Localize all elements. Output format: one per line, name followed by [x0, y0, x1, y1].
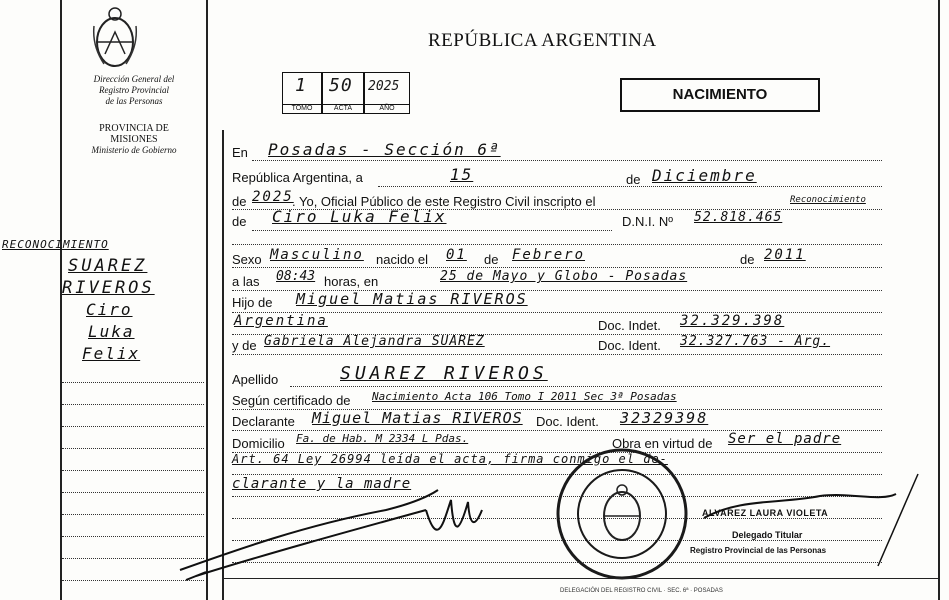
- label-en: En: [232, 145, 248, 160]
- label-segun: Según certificado de: [232, 393, 351, 408]
- body-line: [290, 386, 882, 387]
- value-anio: 2025: [252, 189, 294, 205]
- value-hora: 08:43: [276, 269, 316, 284]
- tomo-label: TOMO: [283, 104, 321, 112]
- value-madre: Gabriela Alejandra SUAREZ: [264, 334, 485, 349]
- signer-name: ALVAREZ LAURA VIOLETA: [702, 508, 829, 518]
- label-a-las: a las: [232, 274, 260, 289]
- acta-box: [322, 72, 364, 114]
- value-sexo: Masculino: [270, 247, 364, 263]
- label-de-anio: de: [740, 252, 755, 267]
- label-domicilio: Domicilio: [232, 436, 285, 451]
- value-domicilio: Fa. de Hab. M 2334 L Pdas.: [296, 432, 469, 445]
- margin-stroke-icon: [858, 470, 928, 570]
- tomo-value: 1: [295, 75, 307, 96]
- label-republica: República Argentina, a: [232, 170, 363, 185]
- label-de1: de: [626, 172, 641, 187]
- label-de-mes: de: [484, 252, 499, 267]
- margin-dotted-row: [62, 404, 204, 405]
- declarant-signature-icon: [176, 480, 516, 590]
- value-apellido: SUAREZ RIVEROS: [340, 363, 548, 384]
- value-mes: Diciembre: [652, 166, 757, 185]
- signer-office: Registro Provincial de las Personas: [690, 546, 827, 555]
- label-obra: Obra en virtud de: [612, 436, 713, 451]
- record-type: NACIMIENTO: [672, 86, 768, 103]
- label-declarante: Declarante: [232, 414, 295, 429]
- seal-ring-text: DELEGACIÓN DEL REGISTRO CIVIL · SEC. 6ª · POSADAS: [560, 588, 723, 594]
- ministry: Ministerio de Gobierno: [91, 145, 177, 155]
- label-doc-indet: Doc. Indet.: [598, 318, 661, 333]
- value-obra: Ser el padre: [728, 431, 842, 447]
- province-line1: PROVINCIA DE: [99, 123, 169, 134]
- official-seal-icon: [552, 444, 692, 584]
- margin-name3: Felix: [82, 344, 141, 363]
- margin-surname1: SUAREZ: [68, 256, 148, 276]
- value-declarante: Miguel Matias RIVEROS: [312, 409, 523, 427]
- value-acto: Reconocimiento: [790, 195, 866, 205]
- value-doc-declarante: 32329398: [620, 409, 709, 427]
- country-title: REPÚBLICA ARGENTINA: [428, 30, 657, 51]
- body-line: [252, 230, 612, 231]
- margin-name1: Ciro: [86, 300, 133, 319]
- margin-dotted-row: [62, 382, 204, 383]
- anio-value: 2025: [368, 79, 400, 94]
- body-line: [252, 160, 882, 161]
- value-lugar: Posadas - Sección 6ª: [268, 140, 501, 159]
- value-nac-dia: 01: [446, 247, 467, 263]
- value-nota1: Art. 64 Ley 26994 leída el acta, firma conmigo el de-: [232, 452, 668, 466]
- value-nombre: Ciro Luka Felix: [272, 207, 447, 226]
- label-doc-ident2: Doc. Ident.: [536, 414, 599, 429]
- label-nacido: nacido el: [376, 252, 429, 267]
- value-lugar-nac: 25 de Mayo y Globo - Posadas: [440, 269, 688, 284]
- value-nac-mes: Febrero: [512, 247, 586, 263]
- issuer-line3: de las Personas: [105, 96, 163, 106]
- label-de-name: de: [232, 214, 247, 229]
- value-dia: 15: [450, 165, 474, 184]
- value-nac-anio: 2011: [764, 247, 806, 263]
- label-y-de: y de: [232, 338, 257, 353]
- value-doc-madre: 32.327.763 - Arg.: [680, 334, 831, 349]
- issuer-line2: Registro Provincial: [98, 85, 170, 95]
- right-margin-line: [938, 0, 940, 600]
- body-line: [232, 244, 882, 245]
- margin-dotted-row: [62, 448, 204, 449]
- value-dni: 52.818.465: [694, 210, 783, 225]
- label-apellido: Apellido: [232, 372, 279, 387]
- body-line: [232, 354, 882, 355]
- label-de-year: de: [232, 194, 247, 209]
- issuer-line1: Dirección General del: [93, 74, 175, 84]
- value-doc-padre: 32.329.398: [680, 313, 785, 329]
- record-type-box: [620, 78, 820, 112]
- acta-label: ACTA: [323, 104, 363, 112]
- label-horas-en: horas, en: [324, 274, 379, 289]
- body-line: [232, 267, 882, 268]
- bottom-rule: [222, 578, 938, 579]
- issuer-block: [62, 74, 206, 156]
- margin-surname2: RIVEROS: [62, 278, 155, 298]
- body-line: [232, 312, 882, 313]
- coat-of-arms-icon: [90, 6, 140, 70]
- acta-value: 50: [329, 75, 353, 96]
- value-nota2: clarante y la madre: [232, 476, 412, 492]
- margin-heading: RECONOCIMIENTO: [2, 238, 109, 251]
- value-certificado: Nacimiento Acta 106 Tomo I 2011 Sec 3ª Posadas: [372, 390, 677, 403]
- label-doc-ident: Doc. Ident.: [598, 338, 661, 353]
- label-hijo-de: Hijo de: [232, 295, 273, 310]
- margin-dotted-row: [62, 470, 204, 471]
- province-line2: MISIONES: [110, 134, 158, 145]
- label-sexo: Sexo: [232, 252, 262, 267]
- margin-dotted-row: [62, 426, 204, 427]
- tomo-box: [282, 72, 322, 114]
- anio-label: AÑO: [365, 104, 409, 112]
- margin-name2: Luka: [88, 322, 135, 341]
- value-nacionalidad-padre: Argentina: [234, 313, 328, 329]
- label-oficial: . Yo, Oficial Público de este Registro Civil inscripto el: [292, 194, 596, 209]
- anio-box: [364, 72, 410, 114]
- label-dni: D.N.I. Nº: [622, 214, 673, 229]
- signer-title: Delegado Titular: [732, 530, 803, 540]
- value-padre: Miguel Matias RIVEROS: [296, 290, 528, 308]
